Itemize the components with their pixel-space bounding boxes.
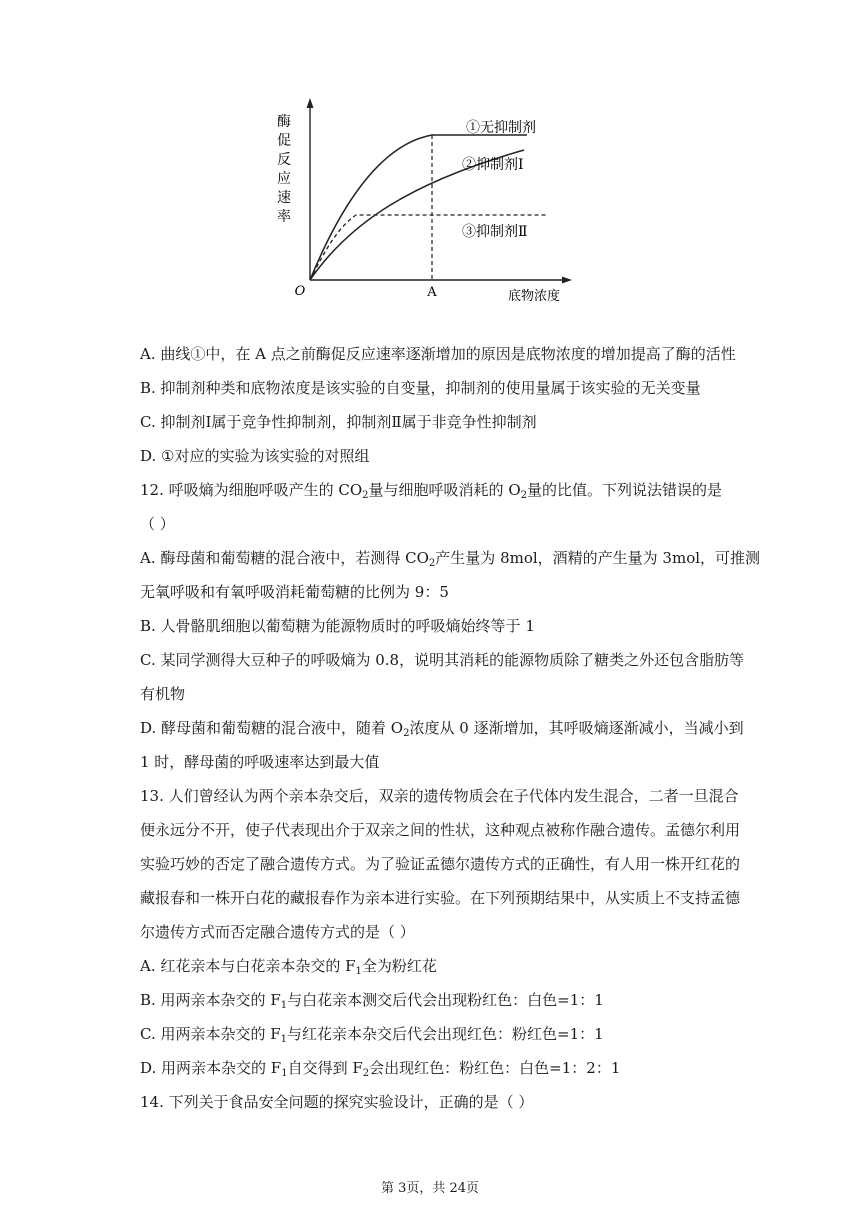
- ylabel-char: 反: [277, 152, 291, 168]
- curve2-label: ②抑制剂Ⅰ: [462, 157, 524, 173]
- q12-option-d: D. 酵母菌和葡萄糖的混合液中，随着 $O_2$浓度从 0 逐渐增加，其呼吸熵逐渐减小，当减小到: [140, 719, 744, 739]
- q13-option-d: D. 用两亲本杂交的 $F_1$自交得到 $F_2$会出现红色：粉红色：白色=1：2：1: [140, 1059, 621, 1079]
- q13-stem-line4: 藏报春和一株开白花的藏报春作为亲本进行实验。在下列预期结果中，从实质上不支持孟德: [140, 889, 741, 907]
- q14-stem: 14. 下列关于食品安全问题的探究实验设计，正确的是（ ）: [140, 1093, 534, 1111]
- x-axis-label: 底物浓度: [507, 289, 561, 304]
- x-mark-label: A: [427, 285, 437, 300]
- q13-option-c: C. 用两亲本杂交的 $F_1$与红花亲本杂交后代会出现红色：粉红色=1：1: [140, 1025, 604, 1045]
- ylabel-char: 促: [277, 133, 291, 149]
- enzyme-rate-figure: [272, 92, 588, 314]
- q12-option-c: C. 某同学测得大豆种子的呼吸熵为 0.8，说明其消耗的能源物质除了糖类之外还包含脂肪等: [140, 651, 745, 669]
- q11-option-c: C. 抑制剂Ⅰ属于竞争性抑制剂，抑制剂Ⅱ属于非竞争性抑制剂: [140, 413, 537, 431]
- curve1-label: ①无抑制剂: [466, 120, 536, 136]
- curve3-label: ③抑制剂Ⅱ: [462, 224, 528, 240]
- q12-option-a-cont: 无氧呼吸和有氧呼吸消耗葡萄糖的比例为 9：5: [140, 583, 449, 601]
- ylabel-char: 率: [277, 209, 291, 225]
- q13-stem-line3: 实验巧妙的否定了融合遗传方式。为了验证孟德尔遗传方式的正确性，有人用一株开红花的: [140, 855, 741, 873]
- ylabel-char: 应: [277, 171, 291, 187]
- q13-option-b: B. 用两亲本杂交的 $F_1$与白花亲本测交后代会出现粉红色：白色=1：1: [140, 991, 604, 1011]
- x-axis-arrow: [562, 277, 572, 284]
- q13-stem-line1: 13. 人们曾经认为两个亲本杂交后，双亲的遗传物质会在子代体内发生混合，二者一旦混合: [140, 787, 739, 805]
- q12-option-a: A. 酶母菌和葡萄糖的混合液中，若测得 $CO_2$产生量为 8mol，酒精的产生量为 3mol，可推测: [140, 549, 761, 569]
- q11-option-d: D. ①对应的实验为该实验的对照组: [140, 447, 370, 465]
- q11-option-a: A. 曲线①中，在 A 点之前酶促反应速率逐渐增加的原因是底物浓度的增加提高了酶的活性: [140, 345, 736, 363]
- page-footer: 第 3页，共 24页: [380, 1181, 480, 1196]
- q12-option-d-cont: 1 时，酵母菌的呼吸速率达到最大值: [140, 753, 380, 771]
- q12-option-b: B. 人骨骼肌细胞以葡萄糖为能源物质时的呼吸熵始终等于 1: [140, 617, 535, 635]
- q11-option-b: B. 抑制剂种类和底物浓度是该实验的自变量，抑制剂的使用量属于该实验的无关变量: [140, 379, 701, 397]
- ylabel-char: 速: [277, 190, 291, 206]
- ylabel-char: 酶: [277, 114, 291, 130]
- q13-stem-line2: 便永远分不开，使子代表现出介于双亲之间的性状，这种观点被称作融合遗传。孟德尔利用: [140, 821, 741, 839]
- q12-option-c-cont: 有机物: [140, 685, 186, 703]
- q12-bracket: （ ）: [140, 515, 175, 533]
- y-axis-arrow: [307, 98, 314, 108]
- origin-label: O: [294, 284, 306, 299]
- q12-stem: 12. 呼吸熵为细胞呼吸产生的 $CO_2$量与细胞呼吸消耗的 $O_2$量的比值。下列说法错误的是: [140, 481, 723, 501]
- q13-option-a: A. 红花亲本与白花亲本杂交的 $F_1$全为粉红花: [140, 957, 437, 977]
- q13-stem-line5: 尔遗传方式而否定融合遗传方式的是（ ）: [140, 923, 415, 941]
